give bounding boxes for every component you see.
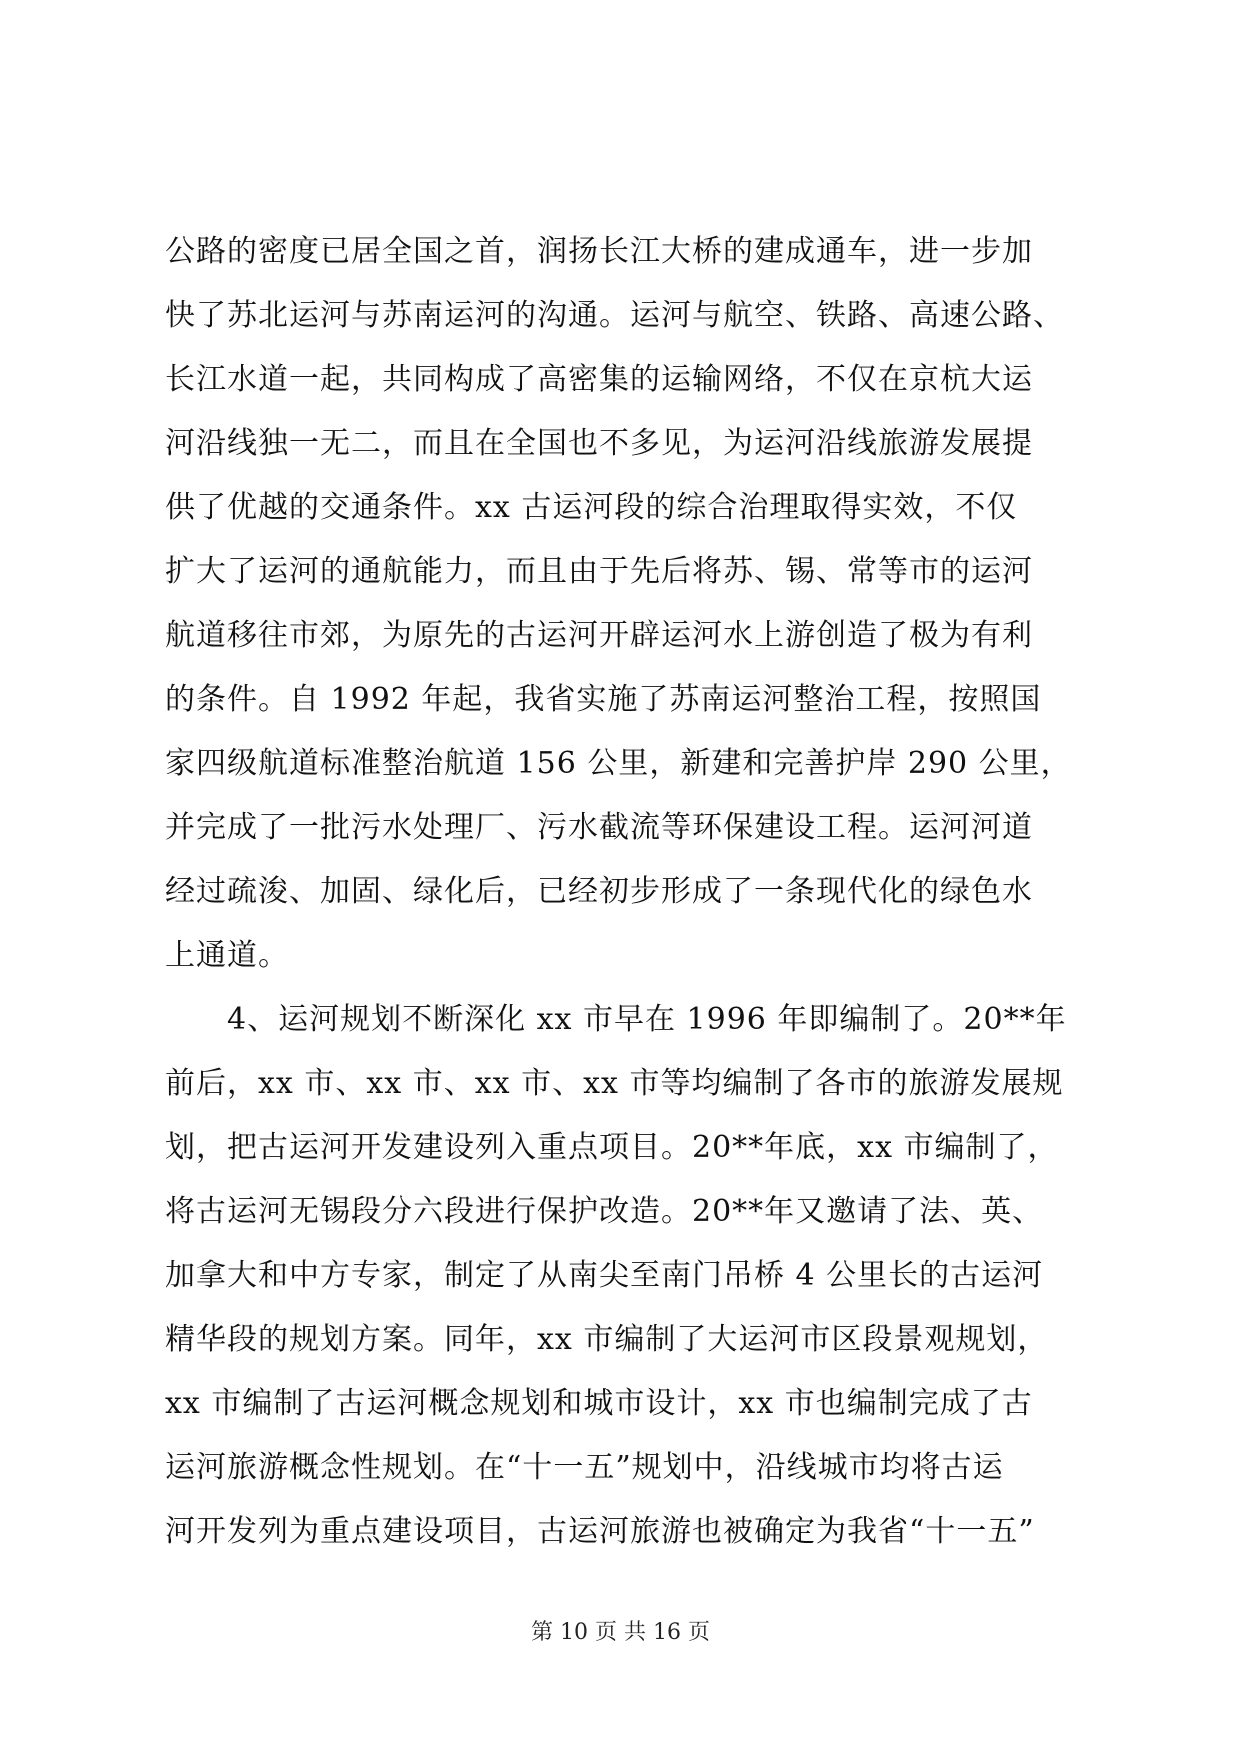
text-line: 前后，xx 市、xx 市、xx 市、xx 市等均编制了各市的旅游发展规: [165, 1066, 1064, 1101]
text-line: 航道移往市郊，为原先的古运河开辟运河水上游创造了极为有利: [165, 618, 1033, 653]
text-line: 加拿大和中方专家，制定了从南尖至南门吊桥 4 公里长的古运河: [165, 1258, 1044, 1293]
text-line: 上通道。: [165, 938, 289, 973]
text-line: 的条件。自 1992 年起，我省实施了苏南运河整治工程，按照国: [165, 682, 1042, 717]
text-line: 扩大了运河的通航能力，而且由于先后将苏、锡、常等市的运河: [165, 554, 1033, 589]
page-footer: 第 10 页 共 16 页: [531, 1620, 710, 1645]
text-line: 将古运河无锡段分六段进行保护改造。20**年又邀请了法、英、: [165, 1194, 1044, 1229]
text-line: 河开发列为重点建设项目，古运河旅游也被确定为我省“十一五”: [165, 1514, 1035, 1549]
text-line: 快了苏北运河与苏南运河的沟通。运河与航空、铁路、高速公路、: [165, 298, 1064, 333]
text-line: 4、运河规划不断深化 xx 市早在 1996 年即编制了。20**年: [165, 1002, 1067, 1037]
text-line: 精华段的规划方案。同年，xx 市编制了大运河市区段景观规划，: [165, 1322, 1049, 1357]
text-line: 经过疏浚、加固、绿化后，已经初步形成了一条现代化的绿色水: [165, 874, 1033, 909]
text-line: 家四级航道标准整治航道 156 公里，新建和完善护岸 290 公里，: [165, 746, 1072, 781]
text-line: 河沿线独一无二，而且在全国也不多见，为运河沿线旅游发展提: [165, 426, 1033, 461]
text-line: 公路的密度已居全国之首，润扬长江大桥的建成通车，进一步加: [165, 234, 1033, 269]
text-line: 划，把古运河开发建设列入重点项目。20**年底，xx 市编制了，: [165, 1130, 1059, 1165]
text-line: 长江水道一起，共同构成了高密集的运输网络，不仅在京杭大运: [165, 362, 1033, 397]
text-line: xx 市编制了古运河概念规划和城市设计，xx 市也编制完成了古: [165, 1386, 1033, 1421]
text-line: 运河旅游概念性规划。在“十一五”规划中，沿线城市均将古运: [165, 1450, 1004, 1485]
text-line: 并完成了一批污水处理厂、污水截流等环保建设工程。运河河道: [165, 810, 1033, 845]
text-line: 供了优越的交通条件。xx 古运河段的综合治理取得实效，不仅: [165, 490, 1018, 525]
